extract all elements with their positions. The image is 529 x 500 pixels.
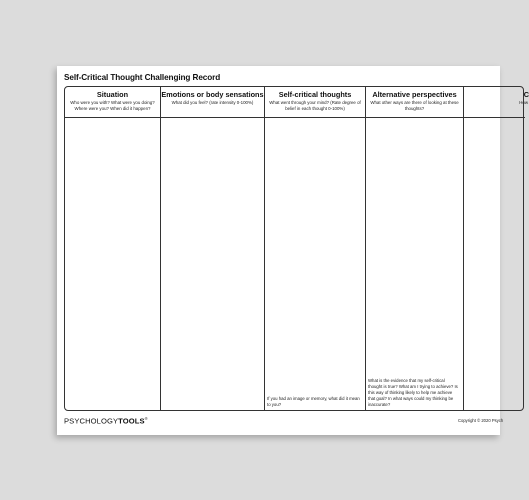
record-table [64, 86, 529, 411]
logo-registered-mark: ® [144, 416, 148, 421]
worksheet-page [57, 66, 529, 435]
column-header [366, 87, 463, 118]
column-cutoff [464, 87, 529, 410]
column-title: Self-critical thoughts [278, 90, 352, 99]
column-subtitle: Who were you with? What were you doing? Where were you? When did it happen? [70, 100, 155, 111]
column-subtitle: What went through your mind? (Rate degree of belief in each thought 0-100%) [269, 100, 361, 111]
column-prompt: What is the evidence that my self-critical thought is true? What am I trying to achieve? Is this way of thinking likely to help me achieve that goal? In what ways could my thinking be inaccurate? [368, 378, 458, 408]
column-alternative-perspectives [366, 87, 464, 410]
column-situation [65, 87, 161, 410]
column-header [464, 87, 529, 118]
column-subtitle: How [519, 100, 528, 105]
psychology-tools-logo [64, 416, 148, 426]
column-title: Situation [96, 90, 129, 99]
logo-text-part2: TOOLS [118, 416, 145, 426]
copyright-notice: Copyright © 2020 Psych [458, 418, 504, 423]
column-title: C [523, 90, 529, 99]
column-subtitle: What other ways are there of looking at these thoughts? [370, 100, 459, 111]
column-prompt: If you had an image or memory, what did it mean to you? [267, 396, 360, 408]
worksheet-title: Self-Critical Thought Challenging Record [64, 73, 221, 82]
column-title: Alternative perspectives [372, 90, 457, 99]
logo-text-part1: PSYCHOLOGY [64, 416, 119, 426]
column-title: Emotions or body sensations [161, 90, 264, 99]
column-emotions [161, 87, 265, 410]
column-subtitle: What did you feel? (rate intensity 0-100%) [171, 100, 254, 105]
column-header [265, 87, 365, 118]
column-self-critical-thoughts [265, 87, 366, 410]
column-header [65, 87, 160, 118]
column-header [161, 87, 264, 118]
